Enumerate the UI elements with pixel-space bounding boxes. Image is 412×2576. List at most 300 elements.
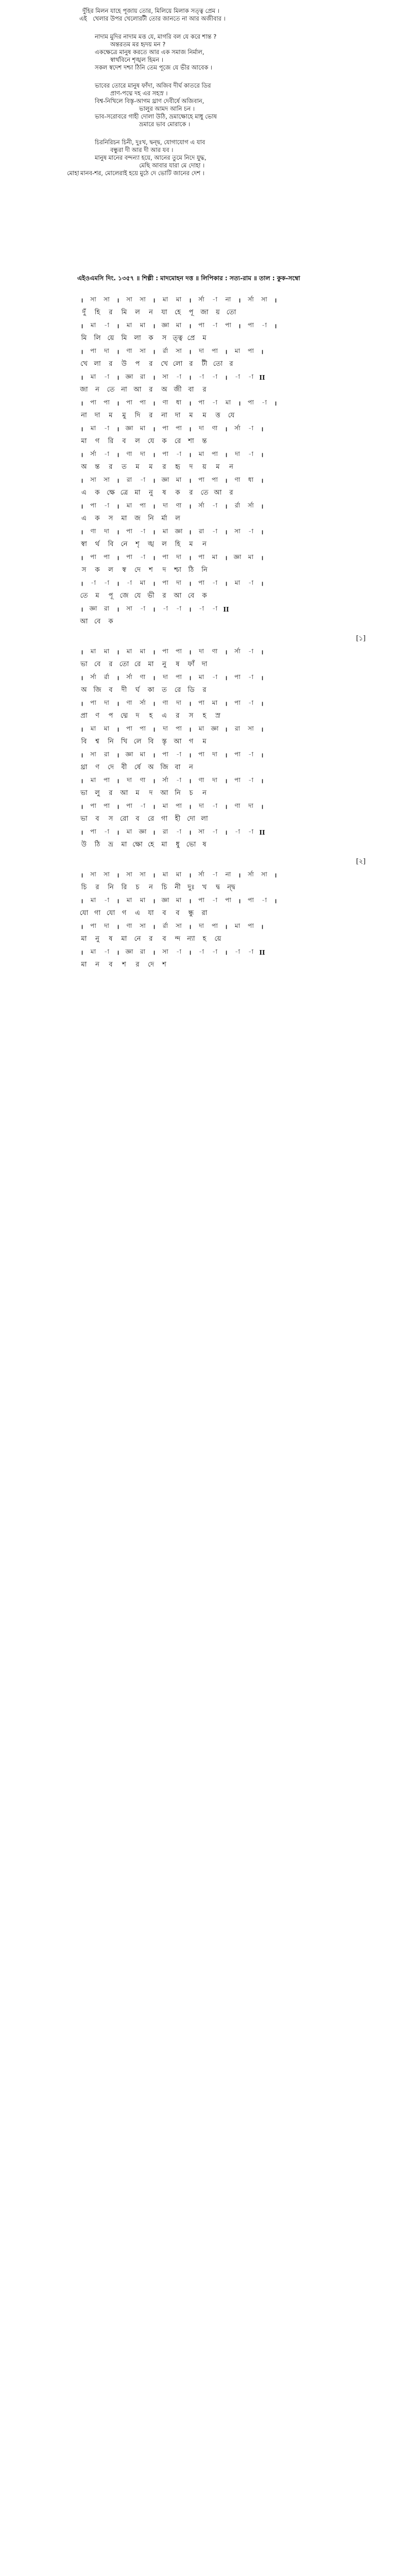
swara-note: ণা [212,424,218,432]
syllable: জা [200,309,209,316]
swara-note: -া [212,673,217,681]
syllable: য় [216,309,220,316]
syllable: ক [162,437,167,445]
syllable: এ [135,909,140,917]
bar-line: । [80,451,83,459]
syllable: গ [95,437,100,445]
bar-line: II [259,374,265,381]
syllable: এ [81,515,87,522]
lyric-line-text: স্বার্থবিনে শৃঙ্খল হিমন । [110,56,163,63]
syllable: গ [122,909,127,917]
swara-note: দা [212,776,217,784]
bar-line: । [80,477,83,484]
syllable: উ [81,841,87,849]
swara-note: পা [234,699,241,706]
bar-line: । [225,726,228,733]
syllable: মা [81,961,87,969]
bar-line: । [116,529,119,536]
lyric-syllable-row [77,658,386,671]
swara-row [77,448,386,461]
bar-line: । [225,426,228,433]
bar-line: । [261,554,264,562]
syllable: যা [148,909,154,917]
bar-line: । [152,872,156,879]
swara-note: মা [90,776,96,784]
syllable: চ [189,789,193,797]
bar-line: । [152,323,156,330]
swara-row [77,646,386,658]
swara-note: ণা [212,647,218,655]
bar-line: । [116,477,119,484]
swara-note: মা [234,347,241,354]
syllable: ব [162,935,166,943]
bar-line: । [152,674,156,682]
lyric-line [67,170,350,177]
swara-note: ধা [248,476,254,483]
syllable: র্মা [161,515,167,522]
bar-line: । [152,897,156,905]
syllable: ন [189,764,193,771]
bar-line: । [80,529,83,536]
syllable: ব [95,815,99,823]
swara-note: -া [235,947,240,955]
bar-line: । [80,323,83,330]
syllable: ব [162,909,166,917]
bar-line: । [80,803,83,810]
syllable: মা [81,437,87,445]
bar-line: । [152,374,156,381]
swara-note: ণা [162,398,168,406]
swara-note: দা [248,802,253,809]
swara-note: -া [104,896,109,904]
bar-line: । [152,451,156,459]
swara-note: পা [176,673,182,681]
lyric-line-lead: মোহা [67,170,79,177]
syllable: লা [134,334,141,342]
syllable: দে [107,764,114,771]
syllable: ষ [162,489,166,497]
syllable: শ [162,961,166,969]
syllable: বে [94,660,101,668]
syllable: রা [201,909,208,917]
swara-note: -া [248,673,253,681]
swara-note: পা [90,347,96,354]
syllable: নু [95,935,99,943]
syllable: বি [108,540,114,548]
syllable: প [135,360,140,368]
swara-row [77,397,386,410]
syllable: খে [80,360,88,368]
swara-note: র্রা [162,922,168,929]
syllable: রো [119,815,129,823]
swara-note: পা [104,802,110,809]
swara-note: -া [91,579,96,586]
bar-line: । [225,700,228,707]
swara-row [77,371,386,384]
swaralipi-notation [77,294,386,972]
bar-line: । [152,649,156,656]
swara-note: পা [162,553,168,561]
bar-line: । [116,726,119,733]
swara-note: -া [104,947,109,955]
bar-line: । [80,649,83,656]
swara-row [77,551,386,564]
swara-note: -া [212,295,217,303]
bar-line: । [116,777,119,785]
swara-note: মা [90,372,96,380]
swara-note: -া [248,947,253,955]
lyric-line [82,154,350,162]
swara-note: -া [104,450,109,457]
syllable: ন্ত [202,437,207,445]
syllable: মি [81,334,87,342]
swara-note: মা [234,579,241,586]
syllable: জি [93,686,101,694]
bar-line: । [152,949,156,956]
lyric-line-text: মেছি আবার যারা মে দোহা । [139,162,205,169]
swara-note: জ্ঞা [161,321,169,329]
lyric-line-text: একক্ষেত্রে মানুষ করতে আর এক সমাজ নির্মাল, [95,48,204,56]
lyric-line [82,48,350,56]
swara-note: -া [248,647,253,655]
swara-note: মা [212,553,218,561]
bar-line: । [152,503,156,510]
syllable: ক [175,489,180,497]
swara-note: -া [104,827,109,835]
syllable: নু [149,489,153,497]
syllable: ত্ত [215,412,220,419]
swara-note: পা [198,699,204,706]
swara-note: পা [198,553,204,561]
lyric-line-lead: এই [79,15,87,22]
bar-line: । [188,726,192,733]
syllable: শা [188,437,194,445]
bar-line: II [223,605,229,613]
syllable: ক [202,592,207,600]
syllable: যো [106,909,115,917]
swara-note: -া [140,604,145,612]
swara-note: জ্ঞা [161,476,169,483]
swara-note: মা [248,553,254,561]
bar-line: । [152,348,156,355]
syllable: না [81,412,87,419]
swara-note: -া [248,827,253,835]
swara-note: জ্ঞা [233,553,242,561]
lyric-line [82,162,350,170]
swara-row [77,723,386,736]
syllable: দা [201,660,208,668]
syllable: জী [174,386,182,394]
swara-note: জ্ঞা [125,424,133,432]
swara-note: পা [198,476,204,483]
lyric-syllable-row [77,307,386,319]
bar-line: । [225,529,228,536]
swara-note: মা [198,673,204,681]
syllable: ম [202,738,207,745]
syllable: ভা [80,660,88,668]
bar-line: । [188,674,192,682]
lyric-line-text: ভাব-সরোবরে গাহী দোলা উঠি, ভ্রমাক্ষোহে মাধু ভোষ [95,113,217,120]
swara-note: -া [235,372,240,380]
swara-row [77,774,386,787]
syllable: ম [189,412,193,419]
lyric-syllable-row [77,590,386,603]
bar-line: । [188,374,192,381]
swara-note: পা [248,321,254,329]
swara-note: মা [176,870,182,878]
syllable: স [188,712,194,720]
syllable: র [109,360,113,368]
lyric-line [82,64,350,72]
bar-line: । [261,451,264,459]
bar-line: । [261,426,264,433]
swara-note: দা [104,527,109,535]
syllable: র্থ [95,540,100,548]
syllable: হ [202,712,207,720]
syllable: দুঁ [82,309,86,316]
bar-line: । [80,752,83,759]
syllable: ল [162,540,167,548]
lyric-line [82,90,350,97]
syllable: কা [147,686,154,694]
swara-note: মা [212,699,218,706]
swara-note: র্রা [234,501,241,509]
syllable: ষ [109,935,113,943]
syllable: স [162,334,167,342]
syllable: র [189,360,193,368]
syllable: ম [202,334,207,342]
syllable: লু [95,789,100,797]
syllable: র [229,489,233,497]
swara-note: -া [212,827,217,835]
syllable: পূ [108,592,113,600]
bar-line: । [80,554,83,562]
swara-note: র্সা [198,295,204,303]
bar-line: । [261,674,264,682]
syllable: ব [109,961,113,969]
syllable: থ্রা [80,764,88,771]
syllable: স্র [215,712,220,720]
syllable: ঠি [188,566,194,574]
syllable: রে [174,686,181,694]
swara-note: -া [212,579,217,586]
syllable: নি [175,789,181,797]
syllable: ক [95,489,100,497]
swara-note: -া [104,321,109,329]
swara-note: মা [140,579,146,586]
lyric-syllable-row [77,933,386,946]
syllable: ক [148,334,153,342]
bar-line: । [152,426,156,433]
lyric-syllable-row [77,332,386,345]
swara-note: দা [235,450,240,457]
lyric-syllable-row [77,907,386,920]
syllable: জি [160,764,168,771]
syllable: র [109,789,113,797]
swara-note: দা [199,802,204,809]
bar-line: । [116,606,119,613]
syllable: বি [148,738,154,745]
syllable: লা [94,360,101,368]
swara-note: সা [90,476,96,483]
syllable: ম [149,463,153,471]
swara-note: -া [176,372,181,380]
syllable: আ [120,789,128,797]
syllable: যা [161,309,167,316]
swara-note: মা [198,724,204,732]
bar-line: । [116,400,119,407]
swara-note: সা [90,870,96,878]
lyric-syllable-row [77,384,386,397]
syllable: ভা [80,815,88,823]
lyric-line-text: বন্ধুরা দী আর দী আর যব । [110,146,174,154]
swara-note: -া [212,398,217,406]
swara-note: মা [162,870,168,878]
swara-note: দা [127,776,132,784]
syllable: জে [119,592,129,600]
swara-note: পা [126,724,132,732]
bar-line: । [152,803,156,810]
bar-line: । [80,348,83,355]
bar-line: । [261,503,264,510]
swara-note: পা [90,553,96,561]
lyric-line-text: চিরনিরিচন চিনী, দুঃখ, দ্বন্দ্ব, যোগাযোগ এ যাব [95,139,205,146]
syllable: ভো [186,841,196,849]
syllable: নে [121,540,128,548]
syllable: ম [135,789,140,797]
swara-note: সা [140,295,146,303]
swara-note: পা [198,579,204,586]
swara-note: র্সা [126,673,132,681]
swara-note: পা [162,579,168,586]
syllable: অ [81,686,87,694]
bar-line: । [274,400,277,407]
bar-line: । [261,348,264,355]
section-marker-1: [১] [356,635,366,642]
swara-note: সা [162,372,168,380]
syllable: নি [201,566,208,574]
syllable: লে [133,738,142,745]
syllable: দ [135,712,140,720]
swara-note: পা [90,501,96,509]
syllable: লি [94,334,101,342]
lyric-syllable-row [77,435,386,448]
swara-note: সা [90,750,96,758]
syllable: তে [200,489,209,497]
syllable: ন্যা [187,935,195,943]
swara-note: পা [198,321,204,329]
syllable: লো [173,360,183,368]
syllable: রে [174,437,181,445]
lyric-syllable-row [77,358,386,371]
syllable: না [161,412,167,419]
swara-note: মা [225,398,231,406]
swara-note: র্সা [248,501,254,509]
swara-note: পা [176,724,182,732]
swara-note: মা [126,827,132,835]
syllable: নে [134,935,141,943]
bar-line: । [152,726,156,733]
swara-note: সা [126,870,132,878]
lyric-line [82,146,350,154]
lyric-syllable-row [77,487,386,500]
swara-note: -া [212,604,217,612]
lyric-syllable-row [77,761,386,774]
bar-line: । [80,297,83,304]
swara-note: র্রা [104,673,110,681]
bar-line: । [225,348,228,355]
swara-note: ণা [126,347,132,354]
swara-note: পা [162,750,168,758]
bar-line: । [80,829,83,836]
syllable: হী [175,815,181,823]
swara-note: ণা [140,776,146,784]
swara-note: পা [248,347,254,354]
swara-note: পা [248,398,254,406]
syllable: বী [121,764,127,771]
bar-line: । [225,451,228,459]
bar-line: । [116,323,119,330]
swara-note: পা [90,827,96,835]
swara-note: মা [198,450,204,457]
swara-note: -া [248,699,253,706]
syllable: প্রা [80,712,88,720]
bar-line: । [116,897,119,905]
swara-note: পা [126,527,132,535]
syllable: ল [135,437,140,445]
syllable: দে [147,961,154,969]
syllable: চি [81,884,87,891]
lyric-line [82,56,350,64]
lyric-line-text: ভ্রমারে ভাব মোরাকে । [139,121,191,128]
syllable: ন [95,961,99,969]
bar-line: । [116,949,119,956]
swara-note: রা [234,724,241,732]
swara-note: সা [234,527,241,535]
swara-note: জ্ঞা [139,827,147,835]
bar-line: । [80,674,83,682]
swara-note: ণা [140,673,146,681]
syllable: খ [202,884,207,891]
syllable: হ [202,935,207,943]
swara-note: দা [163,501,168,509]
syllable: র [229,360,233,368]
swara-note: না [225,870,231,878]
swara-row [77,422,386,435]
swara-note: পা [234,776,241,784]
swara-note: পা [225,896,231,904]
bar-line: । [80,897,83,905]
syllable: শ্ব [95,738,99,745]
swara-note: -া [176,604,181,612]
swara-note: র্সা [198,501,204,509]
bar-line: । [188,803,192,810]
swara-note: ধা [176,398,182,406]
syllable: র [176,712,180,720]
bar-line: । [188,752,192,759]
syllable: রি [121,884,127,891]
swara-note: পা [198,750,204,758]
bar-line: । [261,752,264,759]
swara-note: -া [104,579,109,586]
swara-note: না [225,295,231,303]
swara-note: পা [248,896,254,904]
lyric-line [82,7,350,15]
syllable: আ [174,738,182,745]
swara-note: পা [176,424,182,432]
lyric-syllable-row [77,882,386,894]
bar-line: । [80,872,83,879]
